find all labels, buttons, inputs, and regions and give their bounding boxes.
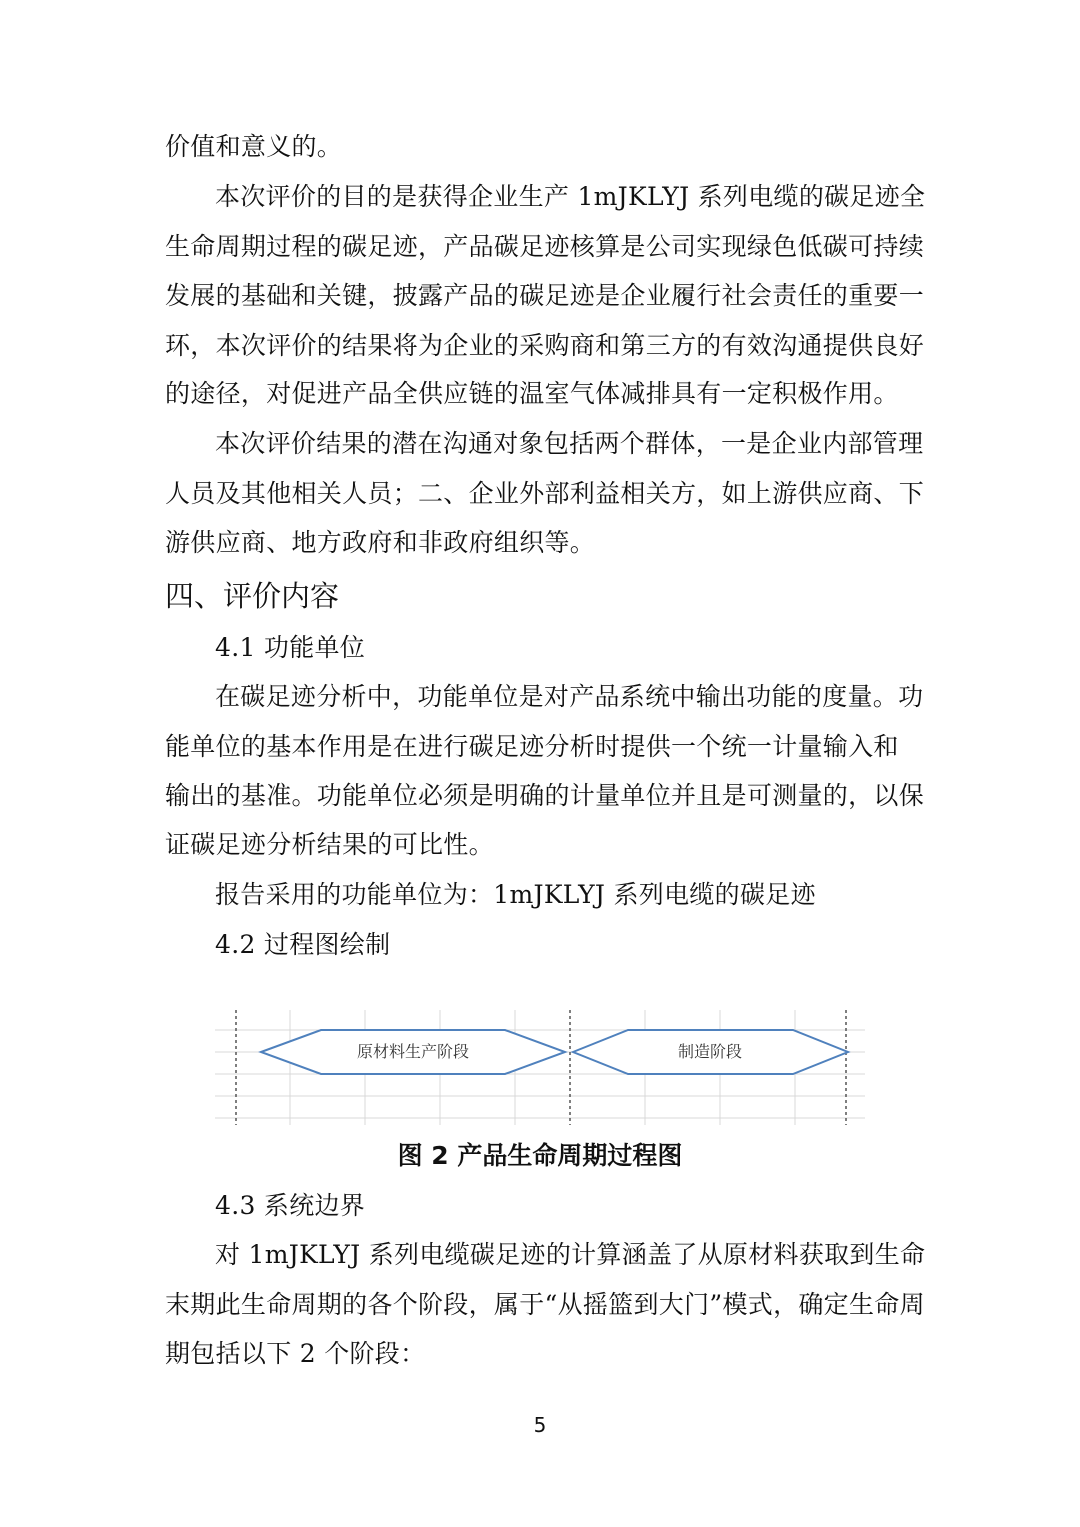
paragraph-line: 期包括以下 2 个阶段： — [165, 1339, 426, 1368]
figure-caption: 图 2 产品生命周期过程图 — [397, 1141, 683, 1170]
stage-raw-material — [261, 1030, 565, 1074]
paragraph-line: 在碳足迹分析中，功能单位是对产品系统中输出功能的度量。功 — [215, 682, 924, 711]
process-diagram — [215, 1010, 865, 1125]
paragraph-line: 输出的基准。功能单位必须是明确的计量单位并且是可测量的，以保 — [165, 781, 925, 810]
paragraph-line: 本次评价结果的潜在沟通对象包括两个群体，一是企业内部管理 — [215, 429, 924, 458]
stage-manufacturing — [573, 1030, 848, 1074]
paragraph-line: 环，本次评价的结果将为企业的采购商和第三方的有效沟通提供良好 — [165, 331, 925, 360]
paragraph-line: 游供应商、地方政府和非政府组织等。 — [165, 528, 596, 557]
section-heading: 四、评价内容 — [165, 579, 340, 613]
paragraph-line: 人员及其他相关人员；二、企业外部利益相关方，如上游供应商、下 — [165, 479, 925, 508]
page-number: 5 — [533, 1413, 547, 1437]
paragraph-line: 的途径，对促进产品全供应链的温室气体减排具有一定积极作用。 — [165, 379, 899, 408]
paragraph-line: 末期此生命周期的各个阶段，属于“从摇篮到大门”模式，确定生命周 — [165, 1290, 925, 1319]
subsection-title: 4.3 系统边界 — [215, 1191, 366, 1220]
paragraph-line: 报告采用的功能单位为：1mJKLYJ 系列电缆的碳足迹 — [215, 880, 816, 909]
stage-label: 原材料生产阶段 — [356, 1042, 470, 1061]
paragraph-line: 生命周期过程的碳足迹，产品碳足迹核算是公司实现绿色低碳可持续 — [165, 232, 925, 261]
paragraph-line: 本次评价的目的是获得企业生产 1mJKLYJ 系列电缆的碳足迹全 — [215, 182, 926, 211]
paragraph-line: 证碳足迹分析结果的可比性。 — [165, 830, 494, 859]
paragraph-line: 能单位的基本作用是在进行碳足迹分析时提供一个统一计量输入和 — [165, 732, 899, 761]
paragraph-line: 发展的基础和关键，披露产品的碳足迹是企业履行社会责任的重要一 — [165, 281, 925, 310]
subsection-title: 4.2 过程图绘制 — [215, 930, 391, 959]
paragraph-line: 对 1mJKLYJ 系列电缆碳足迹的计算涵盖了从原材料获取到生命 — [215, 1240, 926, 1269]
paragraph-line: 价值和意义的。 — [165, 132, 343, 161]
stage-label: 制造阶段 — [677, 1042, 743, 1061]
subsection-title: 4.1 功能单位 — [215, 633, 366, 662]
